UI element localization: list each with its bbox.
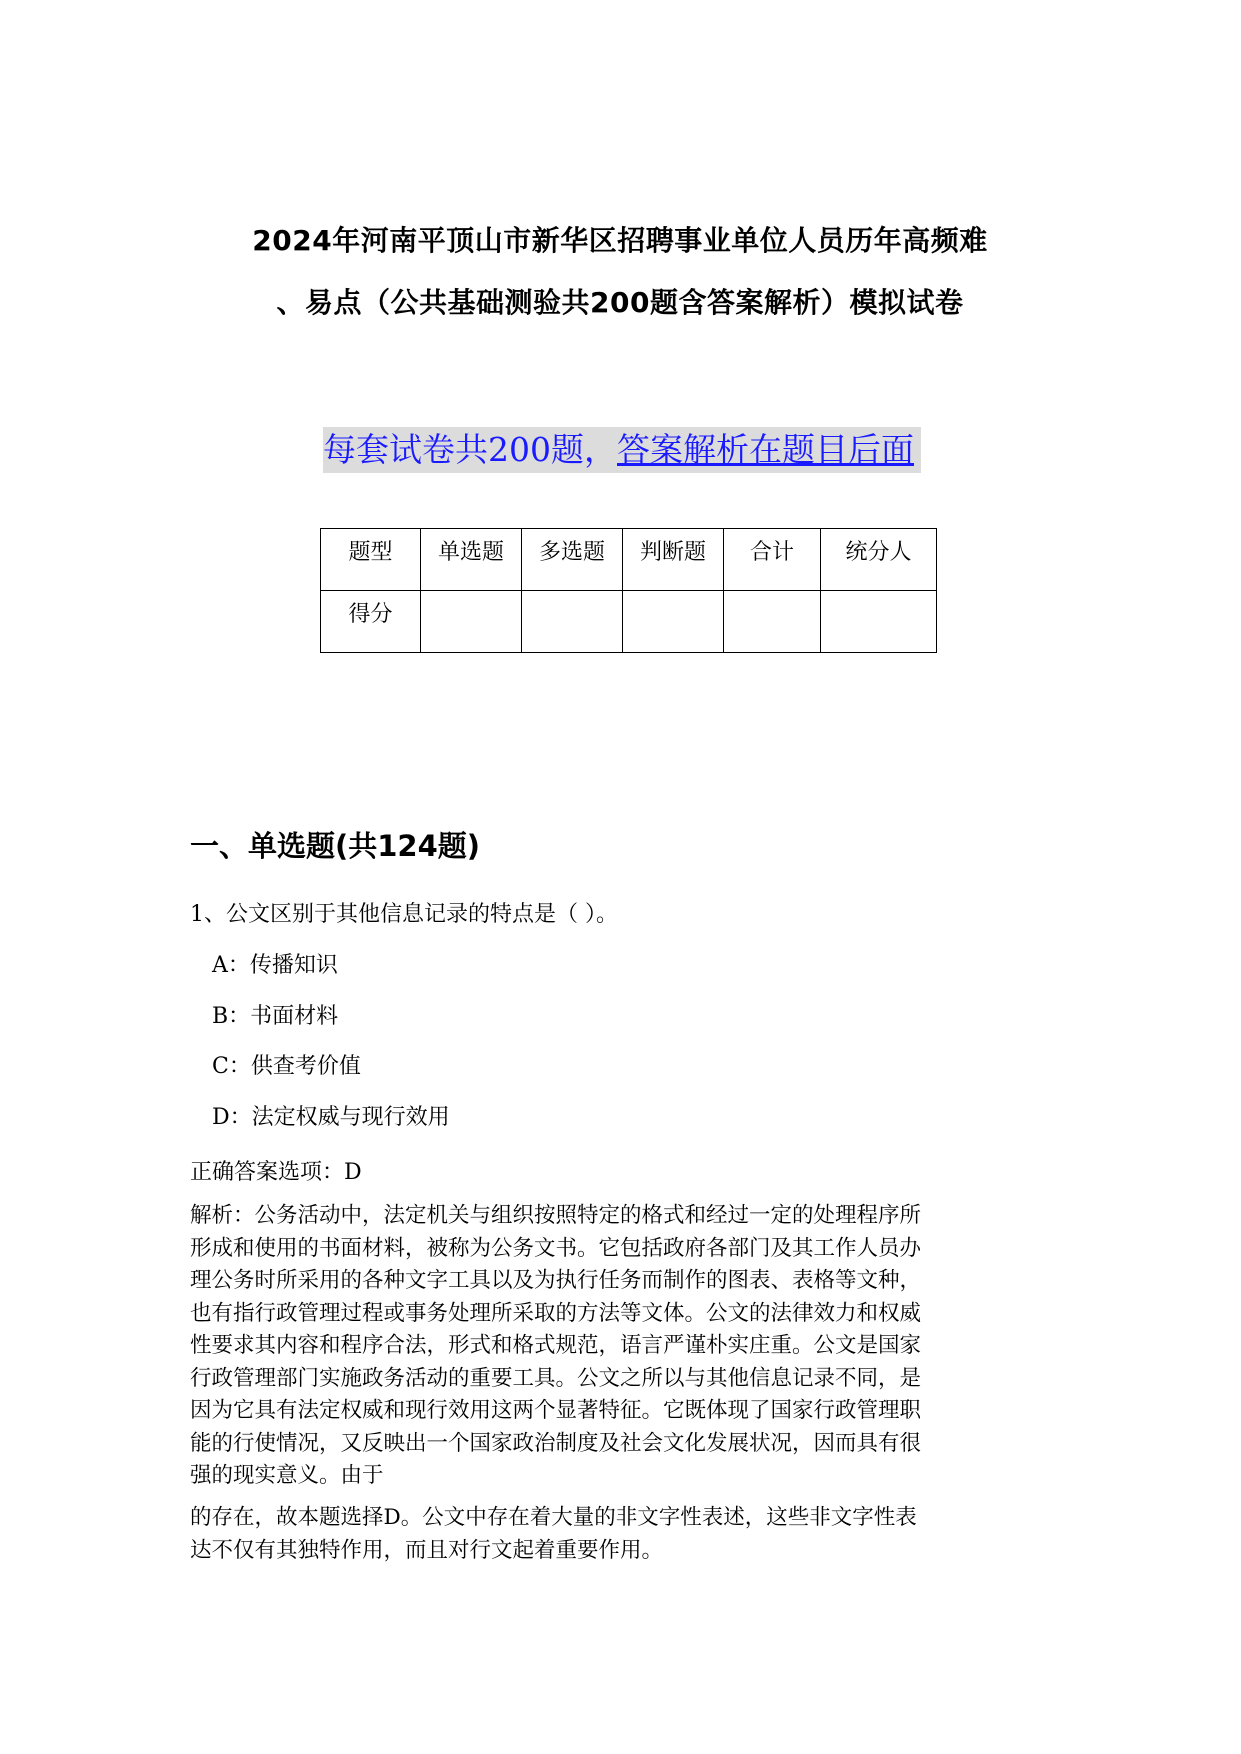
header-cell-single: 单选题: [421, 529, 522, 591]
header-cell-multiple: 多选题: [522, 529, 623, 591]
banner-text: 每套试卷共200题，: [323, 430, 617, 469]
option-a: A：传播知识: [212, 953, 338, 978]
title-line-1: 2024年河南平顶山市新华区招聘事业单位人员历年高频难: [252, 224, 988, 257]
answer-location-link[interactable]: 答案解析在题目后面: [617, 430, 914, 469]
analysis-line: 理公务时所采用的各种文字工具以及为执行任务而制作的图表、表格等文种，: [190, 1268, 922, 1293]
title-line-2: 、易点（公共基础测验共200题含答案解析）模拟试卷: [276, 286, 964, 319]
analysis-line: 形成和使用的书面材料，被称为公务文书。它包括政府各部门及其工作人员办: [190, 1235, 922, 1261]
analysis-line: 性要求其内容和程序合法，形式和格式规范，语言严谨朴实庄重。公文是国家: [190, 1333, 922, 1358]
continuation-paragraph: [190, 1502, 1042, 1567]
header-cell-scorer: 统分人: [821, 529, 937, 591]
score-cell-judgment[interactable]: [623, 591, 724, 653]
continuation-line: 达不仅有其独特作用，而且对行文起着重要作用。: [190, 1537, 664, 1563]
analysis-line: 能的行使情况，又反映出一个国家政治制度及社会文化发展状况，因而具有很: [190, 1430, 922, 1456]
option-d: D：法定权威与现行效用: [212, 1105, 450, 1130]
option-c: C：供查考价值: [212, 1054, 361, 1079]
analysis-line: 解析：公务活动中，法定机关与组织按照特定的格式和经过一定的处理程序所: [190, 1203, 922, 1228]
analysis-line: 也有指行政管理过程或事务处理所采取的方法等文体。公文的法律效力和权威: [190, 1300, 922, 1326]
header-cell-total: 合计: [724, 529, 821, 591]
header-cell-type: 题型: [321, 529, 421, 591]
score-row-label: 得分: [321, 591, 421, 653]
score-table-score-row: [321, 591, 937, 653]
document-title: [190, 210, 1050, 334]
score-cell-multiple[interactable]: [522, 591, 623, 653]
score-cell-total[interactable]: [724, 591, 821, 653]
notice-banner: [323, 427, 921, 473]
analysis-paragraph: [190, 1200, 1042, 1493]
score-table-header-row: [321, 529, 937, 591]
score-table: [320, 528, 937, 653]
option-b: B：书面材料: [212, 1004, 339, 1029]
section-heading: 一、单选题(共124题): [190, 829, 481, 863]
analysis-line: 因为它具有法定权威和现行效用这两个显著特征。它既体现了国家行政管理职: [190, 1398, 922, 1423]
question-text: 1、公文区别于其他信息记录的特点是（ ）。: [190, 902, 618, 927]
analysis-line: 行政管理部门实施政务活动的重要工具。公文之所以与其他信息记录不同，是: [190, 1365, 922, 1391]
score-cell-scorer[interactable]: [821, 591, 937, 653]
header-cell-judgment: 判断题: [623, 529, 724, 591]
continuation-line: 的存在，故本题选择D。公文中存在着大量的非文字性表述，这些非文字性表: [190, 1505, 917, 1530]
analysis-line: 强的现实意义。由于: [190, 1463, 384, 1488]
correct-answer: 正确答案选项：D: [190, 1160, 362, 1185]
score-cell-single[interactable]: [421, 591, 522, 653]
